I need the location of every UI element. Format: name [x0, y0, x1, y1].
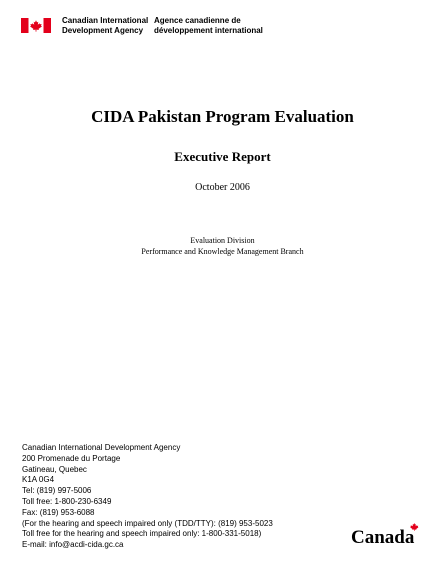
contact-address: [22, 443, 273, 551]
agency-name-french-line-2: développement international: [154, 26, 263, 35]
division-name: Evaluation Division: [190, 236, 255, 245]
document-title: CIDA Pakistan Program Evaluation: [91, 107, 354, 126]
phone-line: Tel: (819) 997-5006: [22, 486, 92, 496]
canada-flag-icon: [21, 18, 51, 33]
agency-name-french: [154, 16, 263, 36]
fax-line: Fax: (819) 953-6088: [22, 507, 95, 517]
agency-name-english-line-2: Development Agency: [62, 26, 144, 35]
toll-free-line: Toll free: 1-800-230-6349: [22, 496, 112, 506]
tdd-line: (For the hearing and speech impaired only (TDD/TTY): (819) 953-5023: [22, 518, 273, 528]
address-line: Canadian International Development Agency: [22, 443, 181, 452]
document-date: October 2006: [195, 182, 250, 193]
document-subtitle: Executive Report: [174, 149, 271, 164]
branch-name: Performance and Knowledge Management Branch: [141, 247, 304, 256]
email-line: E-mail: info@acdi-cida.gc.ca: [22, 540, 124, 550]
division-block: [0, 235, 445, 257]
tdd-toll-free-line: Toll free for the hearing and speech impaired only: 1-800-331-5018): [22, 529, 262, 539]
agency-name-english-line-1: Canadian International: [62, 16, 149, 25]
agency-name-english: [62, 16, 148, 36]
address-line: 200 Promenade du Portage: [22, 453, 121, 463]
address-line: K1A 0G4: [22, 475, 55, 485]
address-line: Gatineau, Quebec: [22, 464, 87, 474]
canada-wordmark-logo: [351, 521, 423, 547]
agency-name-french-line-1: Agence canadienne de: [154, 16, 241, 25]
svg-text:Canada: Canada: [351, 527, 415, 547]
